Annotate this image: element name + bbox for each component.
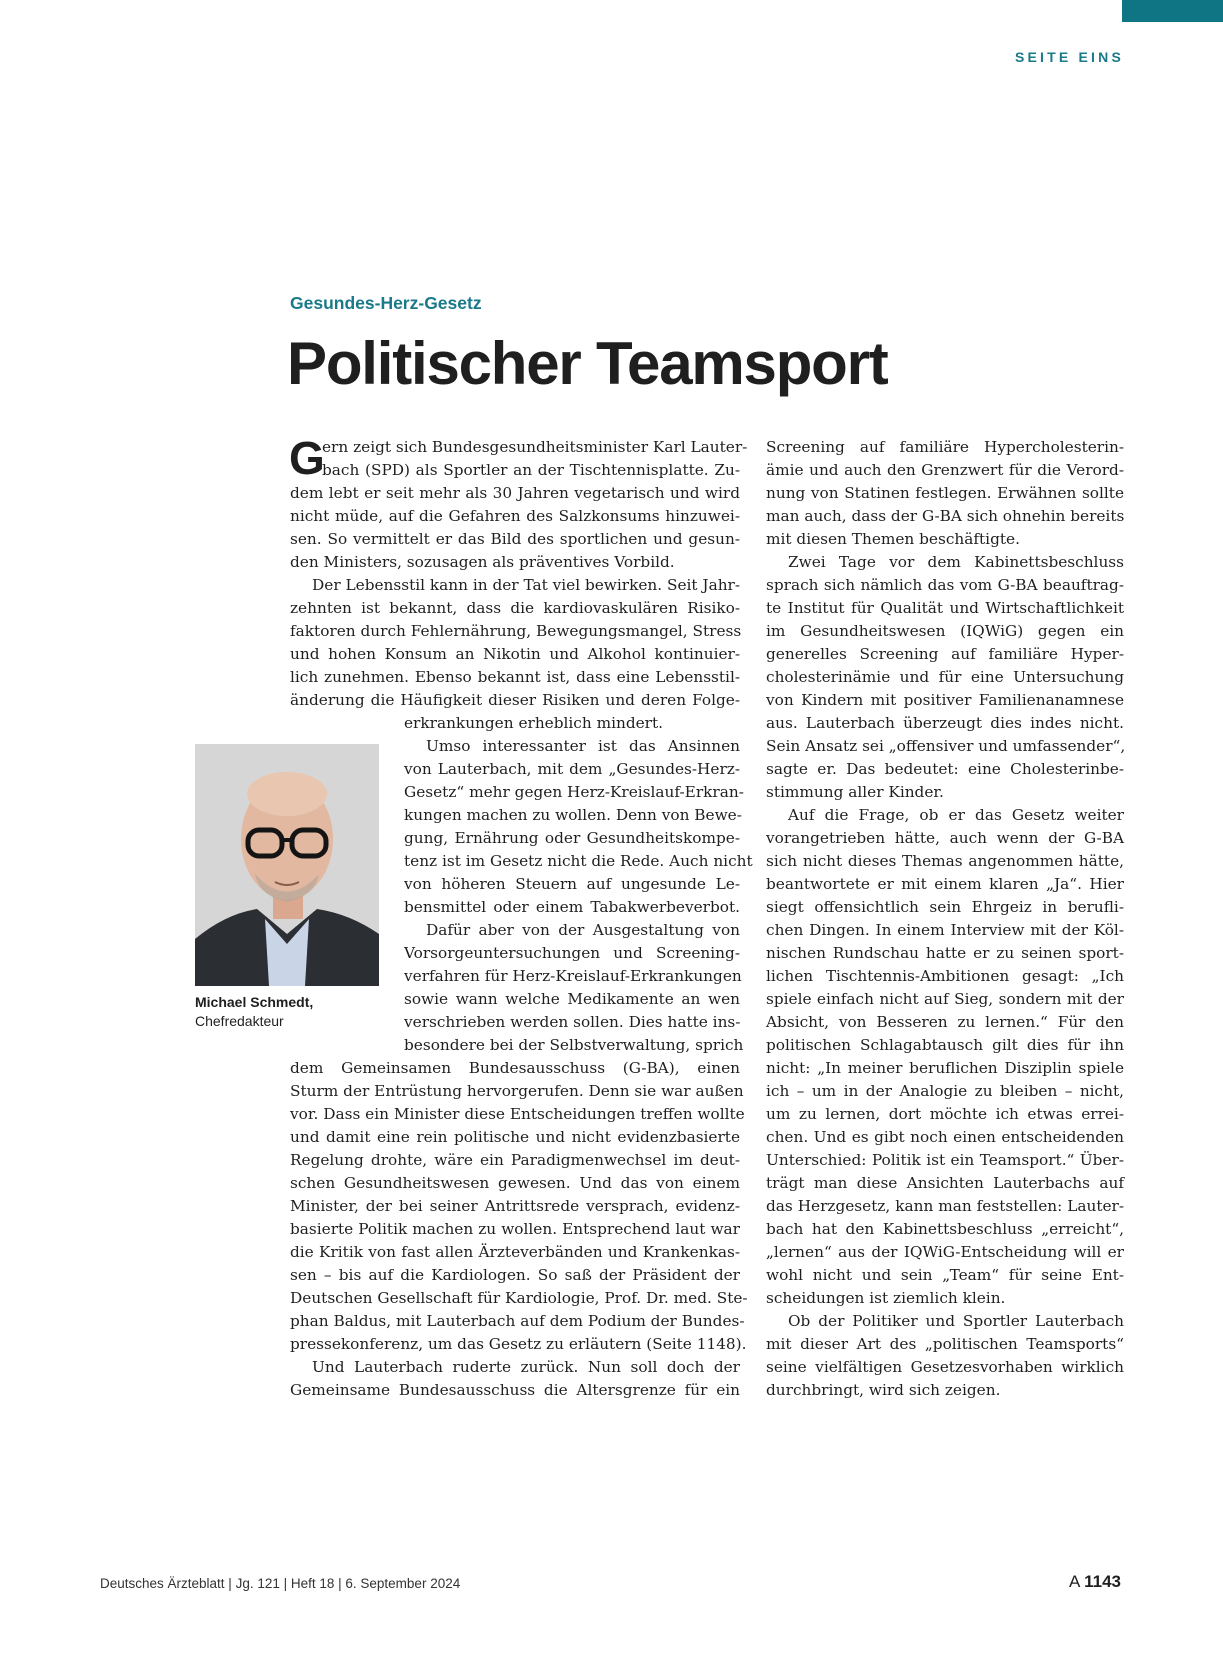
text-line: Der Lebensstil kann in der Tat viel bewirken. Seit Jahr- xyxy=(312,576,741,594)
text-line: sowie wann welche Medikamente an wen xyxy=(404,990,740,1008)
footer-publication: Deutsches Ärzteblatt | Jg. 121 | Heft 18 | 6. September 2024 xyxy=(100,1576,461,1591)
text-line: Minister, der bei seiner Antrittsrede versprach, evidenz- xyxy=(290,1197,740,1215)
text-line: ern zeigt sich Bundesgesundheitsminister Karl Lauter- xyxy=(322,438,748,456)
text-line: erkrankungen erheblich mindert. xyxy=(404,714,663,732)
text-line: bensmittel oder einem Tabakwerbeverbot. xyxy=(404,898,740,916)
text-line: aus. Lauterbach überzeugt dies indes nicht. xyxy=(766,714,1124,732)
text-line: und damit eine rein politische und nicht evidenzbasierte xyxy=(290,1128,740,1146)
text-line: bach (SPD) als Sportler an der Tischtennisplatte. Zu- xyxy=(322,461,740,479)
text-line: faktoren durch Fehlernährung, Bewegungsmangel, Stress xyxy=(290,622,742,640)
text-line: dem lebt er seit mehr als 30 Jahren vegetarisch und wird xyxy=(290,484,740,502)
text-line: sen. So vermittelt er das Bild des sportlichen und gesun- xyxy=(290,530,740,548)
text-line: bach hat den Kabinettsbeschluss „erreicht“, xyxy=(766,1220,1124,1238)
text-line: vor. Dass ein Minister diese Entscheidungen treffen wollte xyxy=(290,1105,745,1123)
text-line: tenz ist im Gesetz nicht die Rede. Auch nicht xyxy=(404,852,753,870)
text-line: ämie und auch den Grenzwert für die Verord- xyxy=(766,461,1124,479)
text-line: wohl nicht und sein „Team“ für seine Ent- xyxy=(766,1266,1124,1284)
text-line: Zwei Tage vor dem Kabinettsbeschluss xyxy=(788,553,1124,571)
text-line: politischen Schlagabtausch gilt dies für ihn xyxy=(766,1036,1124,1054)
text-line: Sturm der Entrüstung hervorgerufen. Denn sie war außen xyxy=(290,1082,744,1100)
text-line: Regelung drohte, wäre ein Paradigmenwechsel im deut- xyxy=(290,1151,740,1169)
text-line: nung von Statinen festlegen. Erwähnen sollte xyxy=(766,484,1124,502)
author-caption xyxy=(195,993,313,1031)
text-line: durchbringt, wird sich zeigen. xyxy=(766,1381,1001,1399)
text-line: sagte er. Das bedeutet: eine Cholesterinbe- xyxy=(766,760,1124,778)
text-line: nicht müde, auf die Gefahren des Salzkonsums hinzuwei- xyxy=(290,507,740,525)
text-line: kungen machen zu wollen. Denn von Bewe- xyxy=(404,806,742,824)
text-line: Gesetz“ mehr gegen Herz-Kreislauf-Erkran- xyxy=(404,783,744,801)
author-photo xyxy=(195,744,379,986)
footer-page-number: 1143 xyxy=(1084,1572,1121,1591)
text-line: chen Dingen. In einem Interview mit der Köl- xyxy=(766,921,1124,939)
text-line: scheidungen ist ziemlich klein. xyxy=(766,1289,1006,1307)
text-line: trägt man diese Ansichten Lauterbachs auf xyxy=(766,1174,1124,1192)
text-line: sich nicht dieses Themas angenommen hätte, xyxy=(766,852,1124,870)
text-line: Umso interessanter ist das Ansinnen xyxy=(426,737,740,755)
text-line: um zu lernen, dort möchte ich etwas errei- xyxy=(766,1105,1124,1123)
text-line: Gemeinsame Bundesausschuss die Altersgrenze für ein xyxy=(290,1381,740,1399)
text-line: Auf die Frage, ob er das Gesetz weiter xyxy=(788,806,1124,824)
text-line: besondere bei der Selbstverwaltung, sprich xyxy=(404,1036,744,1054)
text-line: Sein Ansatz sei „offensiver und umfassender“, xyxy=(766,737,1126,755)
text-line: te Institut für Qualität und Wirtschaftlichkeit xyxy=(766,599,1124,617)
text-line: Absicht, von Besseren zu lernen.“ Für den xyxy=(766,1013,1124,1031)
article-kicker: Gesundes-Herz-Gesetz xyxy=(290,293,482,313)
text-line: von Kindern mit positiver Familienanamnese xyxy=(766,691,1124,709)
author-name: Michael Schmedt, xyxy=(195,994,314,1010)
text-line: Und Lauterbach ruderte zurück. Nun soll doch der xyxy=(312,1358,740,1376)
text-line: phan Baldus, mit Lauterbach auf dem Podium der Bundes- xyxy=(290,1312,745,1330)
text-line: von höheren Steuern auf ungesunde Le- xyxy=(404,875,740,893)
text-line: den Ministers, sozusagen als präventives Vorbild. xyxy=(290,553,675,571)
text-line: seine vielfältigen Gesetzesvorhaben wirklich xyxy=(766,1358,1124,1376)
text-line: zehnten ist bekannt, dass die kardiovaskulären Risiko- xyxy=(290,599,740,617)
text-line: „lernen“ aus der IQWiG-Entscheidung will er xyxy=(766,1243,1124,1261)
accent-bar xyxy=(1122,0,1223,22)
text-line: Screening auf familiäre Hypercholesterin- xyxy=(766,438,1124,456)
text-line: beantwortete er mit einem klaren „Ja“. Hier xyxy=(766,875,1124,893)
text-line: vorangetrieben hätte, auch wenn der G-BA xyxy=(766,829,1124,847)
text-line: lich zunehmen. Ebenso bekannt ist, dass eine Lebensstil- xyxy=(290,668,740,686)
text-line: und hohen Konsum an Nikotin und Alkohol kontinuier- xyxy=(290,645,740,663)
text-line: cholesterinämie und für eine Untersuchung xyxy=(766,668,1124,686)
text-line: gung, Ernährung oder Gesundheitskompe- xyxy=(404,829,740,847)
text-line: ich – um in der Analogie zu bleiben – nicht, xyxy=(766,1082,1124,1100)
text-line: Unterschied: Politik ist ein Teamsport.“ Über- xyxy=(766,1151,1124,1169)
text-line: nischen Rundschau hatte er zu seinen sport- xyxy=(766,944,1124,962)
text-line: man auch, dass der G-BA sich ohnehin bereits xyxy=(766,507,1125,525)
text-line: verfahren für Herz-Kreislauf-Erkrankungen xyxy=(404,967,742,985)
article-column-right xyxy=(766,436,1124,1402)
text-line: sprach sich nämlich das vom G-BA beauftrag- xyxy=(766,576,1124,594)
author-role: Chefredakteur xyxy=(195,1013,284,1029)
author-portrait-image xyxy=(195,744,379,986)
text-line: pressekonferenz, um das Gesetz zu erläutern (Seite 1148). xyxy=(290,1335,747,1353)
text-line: nicht: „In meiner beruflichen Disziplin spiele xyxy=(766,1059,1124,1077)
text-line: Vorsorgeuntersuchungen und Screening- xyxy=(404,944,740,962)
text-line: stimmung aller Kinder. xyxy=(766,783,944,801)
drop-cap: G xyxy=(289,432,325,484)
text-line: schen Gesundheitswesen gewesen. Und das von einem xyxy=(290,1174,740,1192)
text-line: im Gesundheitswesen (IQWiG) gegen ein xyxy=(766,622,1124,640)
footer-page xyxy=(1069,1572,1121,1592)
text-line: Ob der Politiker und Sportler Lauterbach xyxy=(788,1312,1124,1330)
text-line: sen – bis auf die Kardiologen. So saß der Präsident der xyxy=(290,1266,740,1284)
text-line: dem Gemeinsamen Bundesausschuss (G-BA), einen xyxy=(290,1059,740,1077)
text-line: Deutschen Gesellschaft für Kardiologie, Prof. Dr. med. Ste- xyxy=(290,1289,748,1307)
footer-page-prefix: A xyxy=(1068,1572,1080,1591)
section-label: SEITE EINS xyxy=(1014,49,1124,65)
text-line: mit dieser Art des „politischen Teamsports“ xyxy=(766,1335,1124,1353)
text-line: lichen Tischtennis-Ambitionen gesagt: „Ich xyxy=(766,967,1124,985)
text-line: Dafür aber von der Ausgestaltung von xyxy=(426,921,740,939)
article-headline: Politischer Teamsport xyxy=(287,330,888,397)
text-line: verschrieben werden sollen. Dies hatte ins- xyxy=(404,1013,741,1031)
text-line: chen. Und es gibt noch einen entscheidenden xyxy=(766,1128,1124,1146)
text-line: mit diesen Themen beschäftigte. xyxy=(766,530,1020,548)
text-line: generelles Screening auf familiäre Hyper- xyxy=(766,645,1124,663)
text-line: änderung die Häufigkeit dieser Risiken und deren Folge- xyxy=(290,691,740,709)
text-line: spiele einfach nicht auf Sieg, sondern mit der xyxy=(766,990,1124,1008)
text-line: das Herzgesetz, kann man feststellen: Lauter- xyxy=(766,1197,1124,1215)
text-line: basierte Politik machen zu wollen. Entsprechend laut war xyxy=(290,1220,740,1238)
text-line: siegt offensichtlich sein Ehrgeiz in berufli- xyxy=(766,898,1124,916)
text-line: von Lauterbach, mit dem „Gesundes-Herz- xyxy=(404,760,740,778)
text-line: die Kritik von fast allen Ärzteverbänden und Krankenkas- xyxy=(290,1243,740,1261)
